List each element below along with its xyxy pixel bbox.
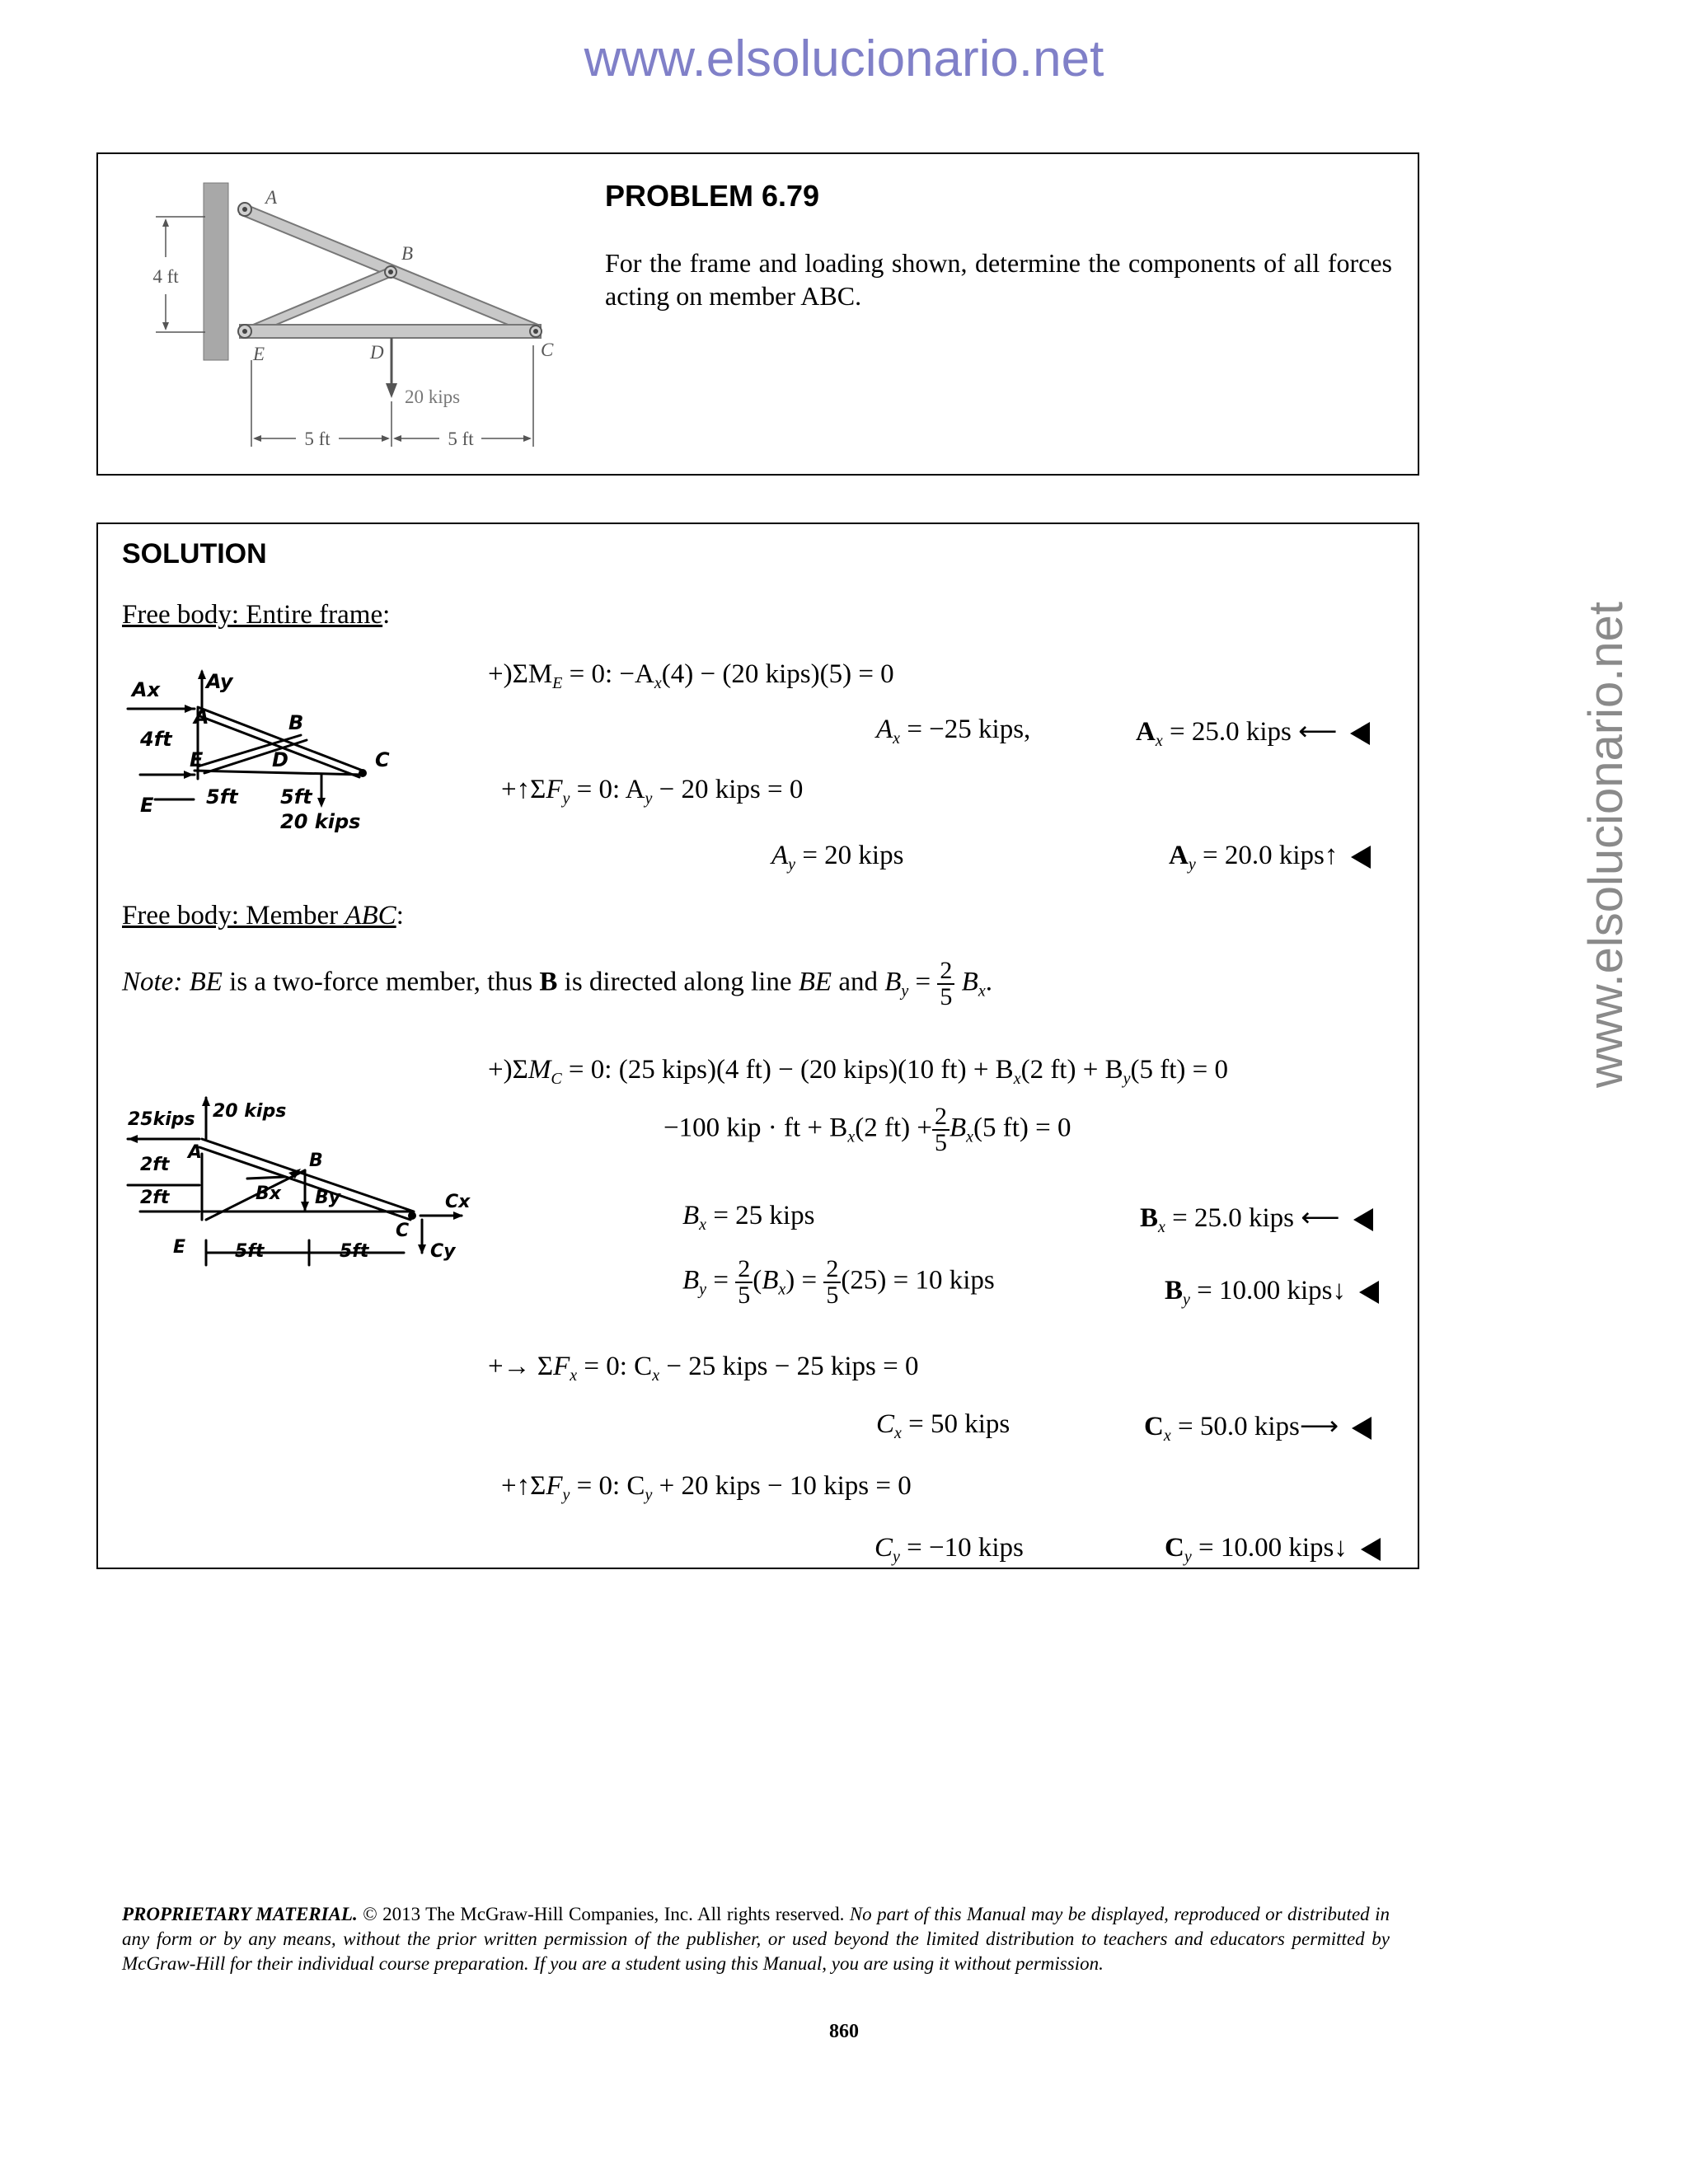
answer-marker-icon xyxy=(1351,846,1371,869)
problem-title: PROBLEM 6.79 xyxy=(605,179,820,213)
res-cx-answer: $C_x = 50.0$ kips⟶ xyxy=(1144,1409,1372,1442)
eq-sum-fx: +→ $\Sigma F_x = 0$: $C_x - 25$ kips − 25 kips = 0 xyxy=(488,1352,919,1385)
arrow-up-icon: ↑ xyxy=(1324,841,1339,870)
sk1-d2: 5ft xyxy=(280,785,312,808)
label-b: B xyxy=(401,243,414,264)
problem-box xyxy=(96,152,1419,476)
res-ax-answer: $A_x = 25.0$ kips ⟵ xyxy=(1136,715,1370,748)
eq-sum-fy-1: $+↑\Sigma F_y = 0$: $A_y - 20$ kips = 0 xyxy=(501,775,804,808)
sk2-cx: Cx xyxy=(445,1192,471,1212)
res-by-calc: $B_y$ = $\frac{2}{5}$ $(B_x)$ = $\frac{2}{5}$ (25) = 10 kips xyxy=(682,1255,995,1309)
sk1-ay: Ay xyxy=(206,670,233,693)
label-d: D xyxy=(370,342,384,363)
up-sign: +↑ xyxy=(501,1471,531,1501)
fb1-sketch xyxy=(124,659,404,832)
sk2-by: By xyxy=(315,1188,341,1208)
sk2-e: E xyxy=(173,1237,186,1258)
arrow-down-icon: ↓ xyxy=(1332,1276,1347,1305)
eq-sum-fy-2: $+↑\Sigma F_y = 0$: $C_y + 20$ kips − 10 kips = 0 xyxy=(501,1471,912,1504)
sk2-ay: 20 kips xyxy=(213,1101,287,1122)
ccw-moment-sign: +) xyxy=(488,1055,513,1085)
arrow-down-icon: ↓ xyxy=(1334,1533,1348,1563)
sk2-ax: 25kips xyxy=(128,1109,195,1130)
sk2-d2: 5ft xyxy=(340,1241,369,1262)
sk1-c: C xyxy=(375,748,390,771)
answer-marker-icon xyxy=(1359,1281,1379,1304)
sk2-h2: 2ft xyxy=(140,1188,170,1208)
res-cy-calc: $C_y = -10$ kips xyxy=(874,1533,1024,1566)
sk2-c: C xyxy=(396,1221,410,1241)
res-ay-calc: $A_y = 20$ kips xyxy=(771,841,904,874)
sk1-d: D xyxy=(272,748,288,771)
footer-notice: PROPRIETARY MATERIAL. © 2013 The McGraw-Hill Companies, Inc. All rights reserved. No part of this Manual may be displayed, reproduced or distributed in any form or by any means, without the prior written permission of the publisher, or used beyond the limited distribution to teachers and educators permitted by McGraw-Hill for their individual course preparation. If you are a student using this Manual, you are using it without permission. xyxy=(122,1904,1390,1974)
res-bx-calc: $B_x = 25$ kips xyxy=(682,1201,815,1234)
fb2-sketch xyxy=(124,1088,486,1277)
fb2-label: Free body: Member ABC: xyxy=(122,901,404,930)
arrow-right-icon: ⟶ xyxy=(1299,1412,1339,1441)
answer-marker-icon xyxy=(1361,1538,1381,1561)
res-cx-calc: $C_x = 50$ kips xyxy=(876,1409,1010,1442)
sk1-b: B xyxy=(288,711,304,734)
sk2-h1: 2ft xyxy=(140,1155,170,1175)
sk2-bx: Bx xyxy=(256,1183,281,1204)
arrow-left-icon: ⟵ xyxy=(1301,1203,1340,1233)
dim-height-label: 4 ft xyxy=(152,266,179,287)
sk1-load: 20 kips xyxy=(280,810,361,832)
res-ay-answer: $A_y = 20.0$ kips↑ xyxy=(1169,841,1371,871)
watermark-top: www.elsolucionario.net xyxy=(584,30,1104,87)
label-c: C xyxy=(541,340,554,360)
sk1-ax: Ax xyxy=(132,678,161,701)
page-number: 860 xyxy=(829,2021,859,2042)
sk2-a: A xyxy=(188,1142,203,1163)
res-by-answer: $B_y = 10.00$ kips↓ xyxy=(1165,1276,1379,1306)
sk1-e: E xyxy=(190,748,204,771)
eq-moment-c-2: −100 kip · ft + $B_x(2$ ft) + $\frac{2}{5}$ $B_x(5$ ft) = 0 xyxy=(663,1103,1071,1156)
answer-marker-icon xyxy=(1352,1417,1372,1440)
eq-moment-e: $+)\Sigma M_E = 0$: $-A_x(4) - (20$ kips)(5) = 0 xyxy=(488,659,894,692)
sk1-h: 4ft xyxy=(140,728,172,751)
up-sign: +↑ xyxy=(501,775,531,804)
dim-left-label: 5 ft xyxy=(304,429,331,449)
res-bx-answer: $B_x = 25.0$ kips ⟵ xyxy=(1140,1201,1373,1234)
frame-figure xyxy=(98,154,593,467)
solution-heading: SOLUTION xyxy=(122,538,267,569)
ccw-moment-sign: +) xyxy=(488,659,513,689)
res-ax-calc: $A_x = -25$ kips, xyxy=(876,715,1031,748)
answer-marker-icon xyxy=(1353,1208,1373,1231)
dim-right-label: 5 ft xyxy=(448,429,474,449)
sk1-e2: E xyxy=(140,794,154,817)
label-a: A xyxy=(265,187,278,208)
sk1-a: A xyxy=(194,705,209,729)
sk2-d1: 5ft xyxy=(235,1241,265,1262)
watermark-side: www.elsolucionario.net xyxy=(1579,602,1633,1088)
sk2-cy: Cy xyxy=(430,1241,456,1262)
sk1-d1: 5ft xyxy=(206,785,238,808)
answer-marker-icon xyxy=(1350,722,1370,745)
arrow-left-icon: ⟵ xyxy=(1298,717,1338,747)
problem-statement: For the frame and loading shown, determine the components of all forces acting on member ABC. xyxy=(605,248,1392,311)
note-line: Note: BE is a two-force member, thus B is directed along line BE and $B_y$ = $\frac{2}{5}$ $B_x$. xyxy=(122,957,992,1010)
res-cy-answer: $C_y = 10.00$ kips↓ xyxy=(1165,1533,1381,1563)
sk2-b: B xyxy=(309,1151,323,1171)
load-label: 20 kips xyxy=(405,387,461,407)
eq-moment-c: $+)\Sigma M_C = 0$: (25 kips)(4 ft) − (20 kips)(10 $ft) + B_x(2$ $ft) + B_y(5$ ft) = 0 xyxy=(488,1055,1228,1088)
fb1-label: Free body: Entire frame: xyxy=(122,600,391,630)
label-e: E xyxy=(253,344,265,364)
right-sign: +→ xyxy=(488,1352,531,1381)
